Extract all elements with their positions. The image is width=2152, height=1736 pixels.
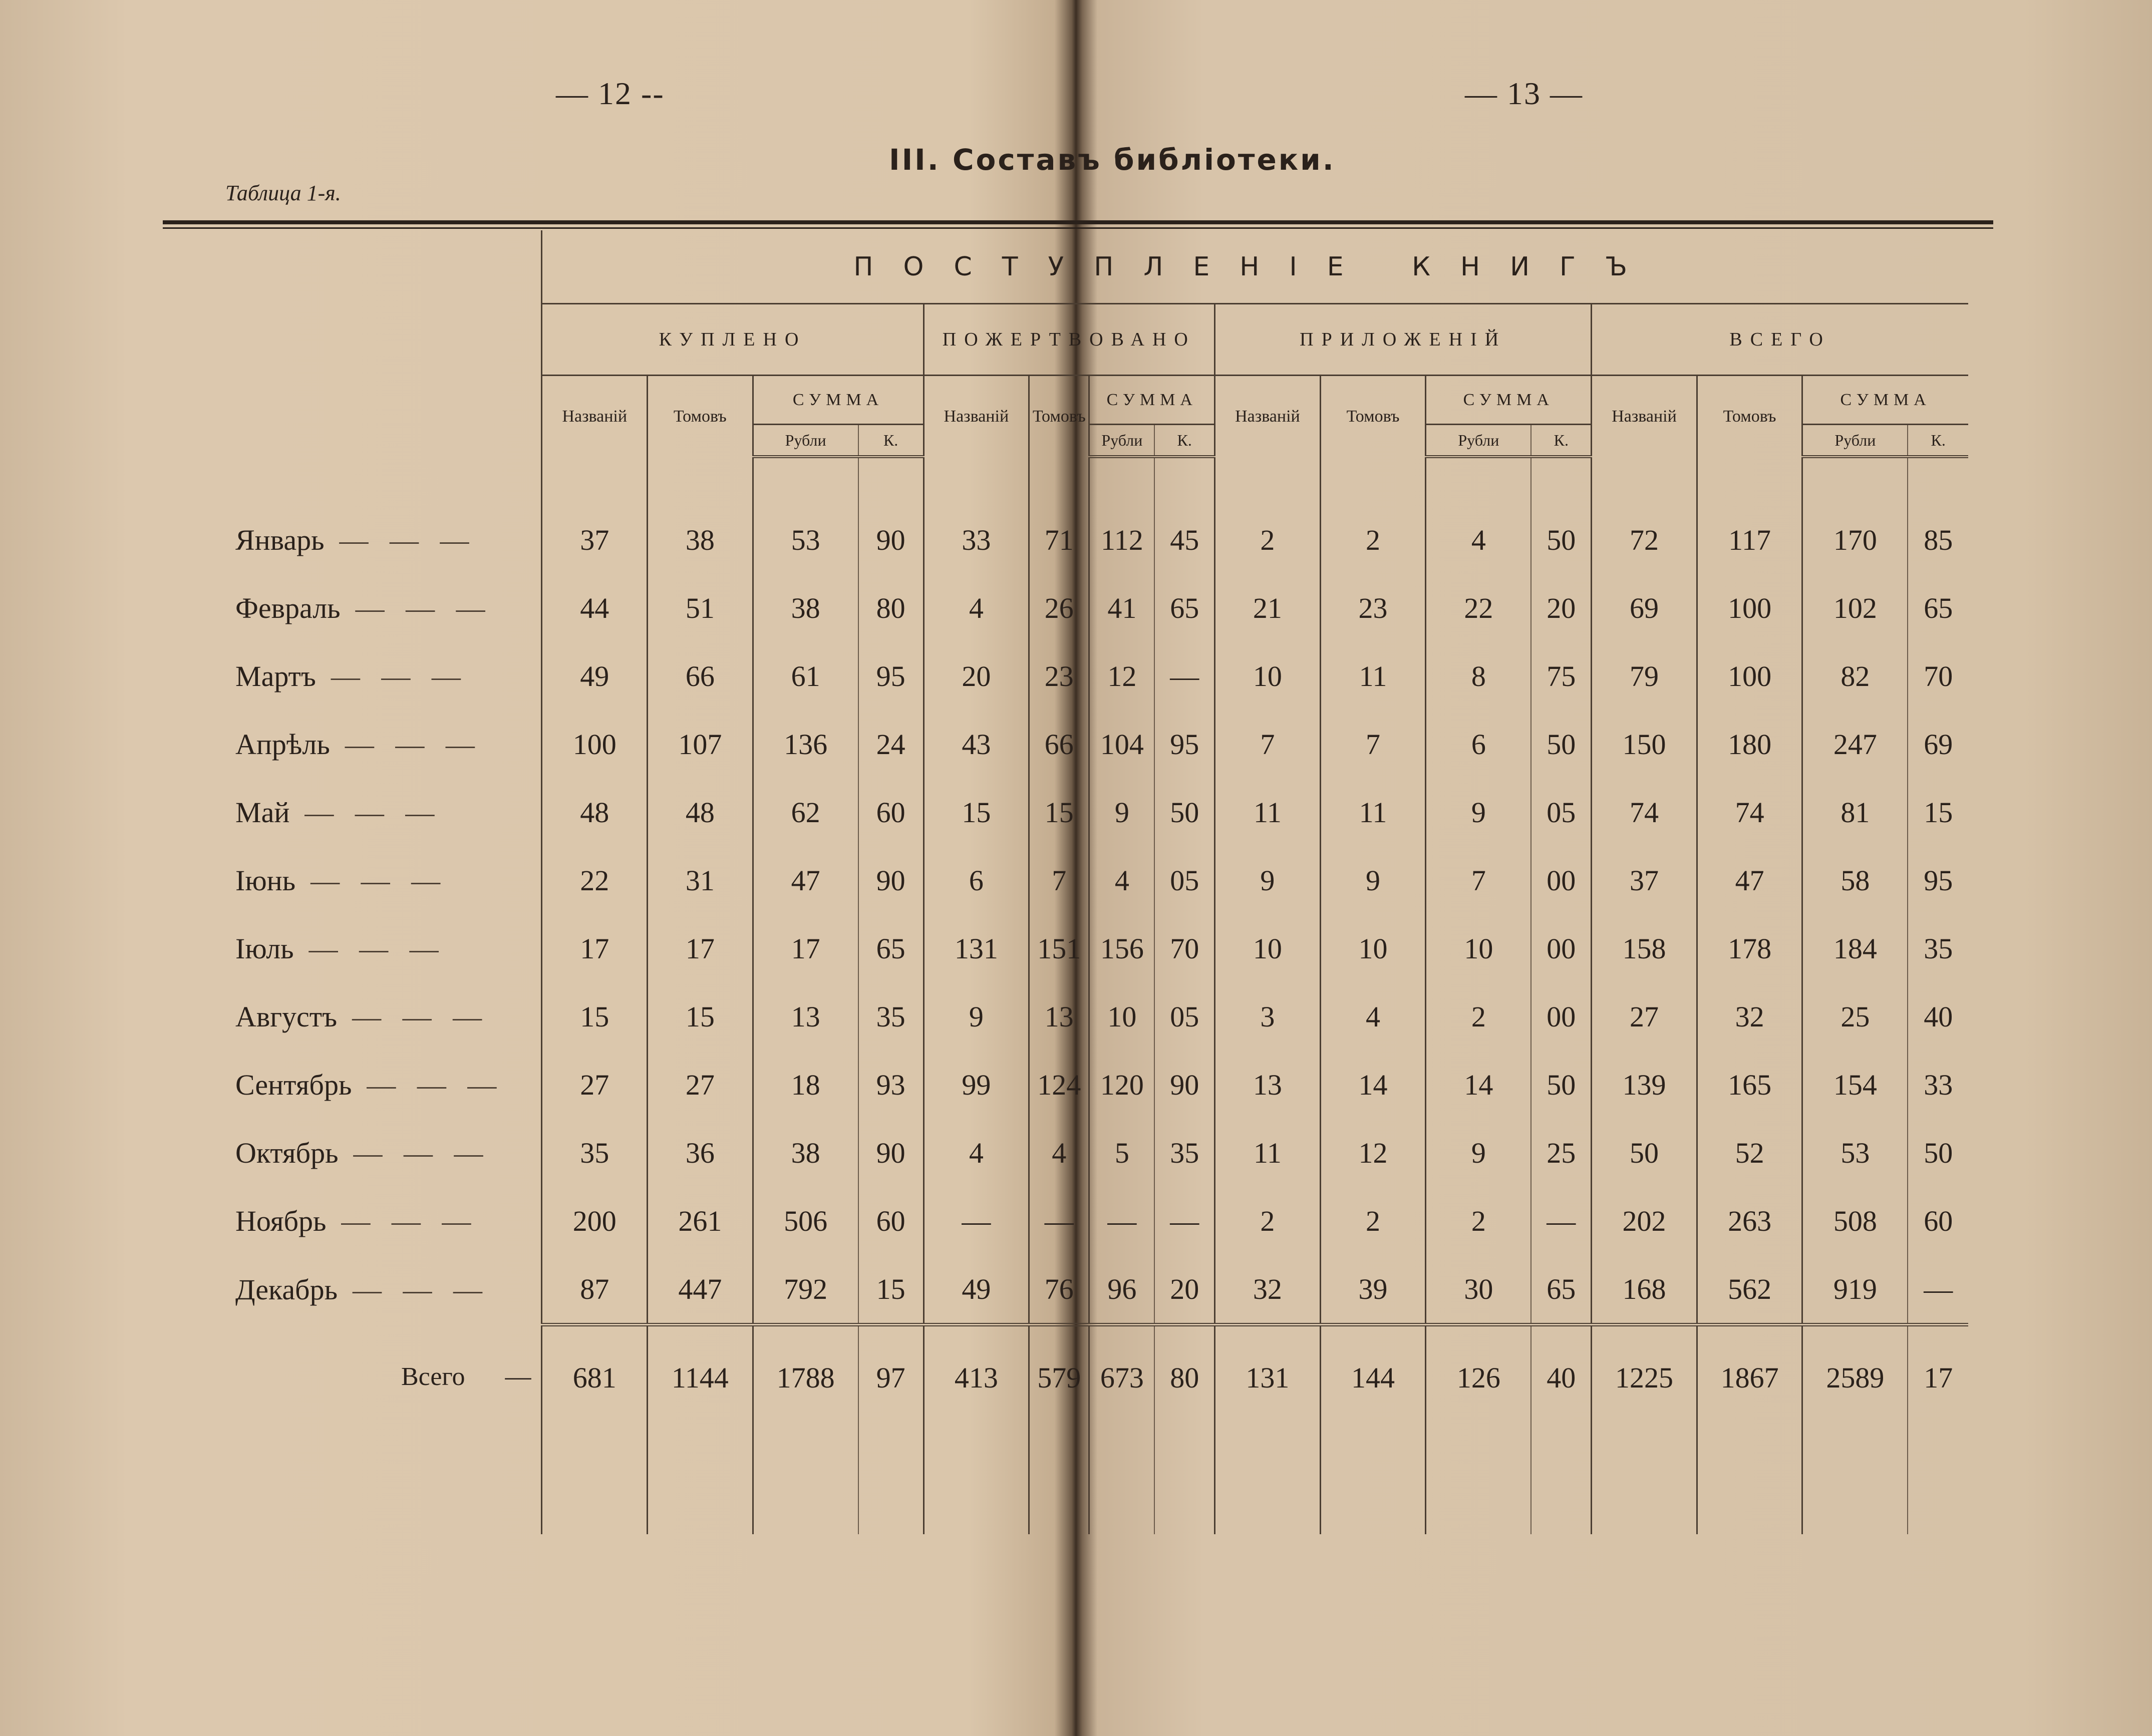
table-cell: 124 [1029, 1051, 1089, 1119]
total-cell: 126 [1426, 1325, 1531, 1430]
month-label: Сентябрь [235, 1068, 352, 1101]
table-cell: 05 [1154, 982, 1214, 1051]
table-cell: 95 [1154, 710, 1214, 778]
month-cell [190, 1119, 542, 1187]
table-cell: 75 [1531, 642, 1591, 710]
table-cell: 49 [924, 1255, 1029, 1325]
month-header-cell [190, 230, 542, 457]
table-cell: 11 [1320, 642, 1426, 710]
table-cell: 15 [542, 982, 648, 1051]
table-row [190, 710, 1968, 778]
table-cell: 62 [753, 778, 858, 846]
table-cell: 66 [1029, 710, 1089, 778]
table-cell: 32 [1697, 982, 1802, 1051]
table-cell: 70 [1908, 642, 1968, 710]
table-cell: 18 [753, 1051, 858, 1119]
table-cell: 14 [1426, 1051, 1531, 1119]
table-cell: 9 [1089, 778, 1154, 846]
table-cell: 12 [1089, 642, 1154, 710]
table-cell: 41 [1089, 574, 1154, 642]
table-row [190, 506, 1968, 574]
table-cell: 50 [1531, 506, 1591, 574]
table-cell: 5 [1089, 1119, 1154, 1187]
col-volumes: Томовъ [1029, 376, 1089, 457]
table-cell: 00 [1531, 982, 1591, 1051]
total-cell: 144 [1320, 1325, 1426, 1430]
table-cell: 48 [648, 778, 753, 846]
table-cell: 4 [1426, 506, 1531, 574]
table-cell: 2 [1320, 1187, 1426, 1255]
table-cell: 58 [1802, 846, 1908, 914]
table-cell: 93 [858, 1051, 924, 1119]
statistics-table-frame [163, 220, 1993, 1567]
total-cell: 80 [1154, 1325, 1214, 1430]
month-label: Іюль [235, 932, 294, 965]
table-cell: 61 [753, 642, 858, 710]
table-cell: 26 [1029, 574, 1089, 642]
col-sum: СУММА [753, 376, 924, 425]
col-kop: К. [858, 425, 924, 457]
table-cell: 112 [1089, 506, 1154, 574]
leader-dashes: — — — [304, 796, 442, 829]
table-cell: 87 [542, 1255, 648, 1325]
col-volumes: Томовъ [1697, 376, 1802, 457]
total-cell: 17 [1908, 1325, 1968, 1430]
table-cell: 90 [858, 846, 924, 914]
table-cell: 12 [1320, 1119, 1426, 1187]
table-cell: 50 [1908, 1119, 1968, 1187]
total-cell: 97 [858, 1325, 924, 1430]
table-cell: 72 [1592, 506, 1697, 574]
table-cell: 102 [1802, 574, 1908, 642]
table-cell: 69 [1908, 710, 1968, 778]
col-volumes: Томовъ [648, 376, 753, 457]
table-cell: 2 [1215, 506, 1321, 574]
table-caption: Таблица 1-я. [225, 181, 341, 205]
table-cell: 4 [1029, 1119, 1089, 1187]
month-cell [190, 778, 542, 846]
table-cell: 11 [1215, 778, 1321, 846]
table-cell: — [1089, 1187, 1154, 1255]
month-cell [190, 914, 542, 982]
total-cell: 131 [1215, 1325, 1321, 1430]
month-cell [190, 506, 542, 574]
month-cell [190, 982, 542, 1051]
table-cell: 95 [1908, 846, 1968, 914]
table-cell: 17 [542, 914, 648, 982]
total-dash: — [505, 1362, 531, 1392]
table-cell: 165 [1697, 1051, 1802, 1119]
table-cell: 4 [924, 574, 1029, 642]
table-cell: 65 [858, 914, 924, 982]
table-cell: 44 [542, 574, 648, 642]
table-cell: 151 [1029, 914, 1089, 982]
total-cell: 1225 [1592, 1325, 1697, 1430]
leader-dashes: — — — [353, 1273, 490, 1306]
table-cell: 2 [1320, 506, 1426, 574]
table-cell: 49 [542, 642, 648, 710]
table-cell: 184 [1802, 914, 1908, 982]
table-cell: 15 [1908, 778, 1968, 846]
total-cell: 1788 [753, 1325, 858, 1430]
month-label: Мартъ [235, 659, 316, 692]
table-cell: 48 [542, 778, 648, 846]
total-cell: 579 [1029, 1325, 1089, 1430]
table-cell: 15 [1029, 778, 1089, 846]
left-page-number: — 12 -- [556, 76, 665, 111]
table-cell: 69 [1592, 574, 1697, 642]
table-cell: 00 [1531, 846, 1591, 914]
table-cell: 33 [1908, 1051, 1968, 1119]
table-cell: 71 [1029, 506, 1089, 574]
table-cell: 10 [1426, 914, 1531, 982]
table-cell: 919 [1802, 1255, 1908, 1325]
table-cell: 13 [753, 982, 858, 1051]
table-cell: 24 [858, 710, 924, 778]
col-rubles: Рубли [753, 425, 858, 457]
table-cell: 22 [542, 846, 648, 914]
table-cell: 74 [1592, 778, 1697, 846]
table-cell: 35 [1154, 1119, 1214, 1187]
table-cell: 35 [858, 982, 924, 1051]
total-cell: 2589 [1802, 1325, 1908, 1430]
table-row [190, 1119, 1968, 1187]
table-cell: 45 [1154, 506, 1214, 574]
table-cell: 7 [1029, 846, 1089, 914]
table-cell: 170 [1802, 506, 1908, 574]
table-row [190, 1255, 1968, 1325]
table-cell: 95 [858, 642, 924, 710]
table-cell: 47 [1697, 846, 1802, 914]
table-cell: 202 [1592, 1187, 1697, 1255]
table-cell: 263 [1697, 1187, 1802, 1255]
table-bottom-space [190, 1429, 1968, 1534]
leader-dashes: — — — [311, 864, 448, 897]
table-cell: 506 [753, 1187, 858, 1255]
table-cell: 22 [1426, 574, 1531, 642]
table-cell: 13 [1029, 982, 1089, 1051]
table-cell: 65 [1154, 574, 1214, 642]
col-volumes: Томовъ [1320, 376, 1426, 457]
group-header-total: ВСЕГО [1592, 304, 1968, 376]
table-cell: 38 [753, 1119, 858, 1187]
table-cell: 100 [1697, 642, 1802, 710]
table-cell: 131 [924, 914, 1029, 982]
table-cell: 90 [1154, 1051, 1214, 1119]
leader-dashes: — — — [355, 591, 492, 624]
total-label-cell [190, 1325, 542, 1430]
table-cell: 120 [1089, 1051, 1154, 1119]
col-rubles: Рубли [1426, 425, 1531, 457]
table-row [190, 642, 1968, 710]
total-cell: 1867 [1697, 1325, 1802, 1430]
table-cell: 6 [924, 846, 1029, 914]
total-cell: 673 [1089, 1325, 1154, 1430]
total-label: Всего [401, 1362, 465, 1392]
table-cell: 10 [1089, 982, 1154, 1051]
month-label: Іюнь [235, 864, 296, 897]
table-cell: 180 [1697, 710, 1802, 778]
table-cell: 139 [1592, 1051, 1697, 1119]
leader-dashes: — — — [331, 659, 468, 692]
month-label: Ноябрь [235, 1204, 327, 1237]
leader-dashes: — — — [309, 932, 446, 965]
month-label: Августъ [235, 1000, 338, 1033]
table-cell: 9 [1320, 846, 1426, 914]
col-titles: Названій [1215, 376, 1321, 457]
leader-dashes: — — — [339, 523, 476, 556]
table-row [190, 1187, 1968, 1255]
table-cell: 79 [1592, 642, 1697, 710]
table-cell: 76 [1029, 1255, 1089, 1325]
table-cell: 4 [1320, 982, 1426, 1051]
table-cell: 7 [1215, 710, 1321, 778]
table-cell: 60 [1908, 1187, 1968, 1255]
table-cell: 9 [924, 982, 1029, 1051]
table-cell: 38 [753, 574, 858, 642]
month-cell [190, 846, 542, 914]
table-cell: 81 [1802, 778, 1908, 846]
month-cell [190, 1187, 542, 1255]
table-cell: 25 [1802, 982, 1908, 1051]
table-cell: 51 [648, 574, 753, 642]
table-cell: 27 [648, 1051, 753, 1119]
month-cell [190, 1255, 542, 1325]
main-header: ПОСТУПЛЕНІЕ КНИГЪ [542, 230, 1968, 304]
table-cell: 7 [1320, 710, 1426, 778]
table-cell: — [1029, 1187, 1089, 1255]
table-row [190, 914, 1968, 982]
month-label: Май [235, 796, 290, 829]
table-cell: 90 [858, 506, 924, 574]
leader-dashes: — — — [353, 1136, 490, 1169]
table-cell: 74 [1697, 778, 1802, 846]
table-cell: 17 [753, 914, 858, 982]
table-cell: 20 [1531, 574, 1591, 642]
table-cell: 52 [1697, 1119, 1802, 1187]
col-sum: СУММА [1802, 376, 1968, 425]
table-cell: 20 [924, 642, 1029, 710]
group-header-bought: КУПЛЕНО [542, 304, 924, 376]
table-cell: 05 [1154, 846, 1214, 914]
total-cell: 1144 [648, 1325, 753, 1430]
table-cell: 150 [1592, 710, 1697, 778]
table-cell: 8 [1426, 642, 1531, 710]
table-row [190, 778, 1968, 846]
leader-dashes: — — — [341, 1204, 478, 1237]
table-cell: 168 [1592, 1255, 1697, 1325]
table-cell: 100 [542, 710, 648, 778]
leader-dashes: — — — [352, 1000, 489, 1033]
table-cell: 50 [1531, 1051, 1591, 1119]
leader-dashes: — — — [367, 1068, 504, 1101]
table-cell: — [1154, 1187, 1214, 1255]
group-header-donated: ПОЖЕРТВОВАНО [924, 304, 1215, 376]
table-cell: 158 [1592, 914, 1697, 982]
table-cell: 17 [648, 914, 753, 982]
table-cell: 154 [1802, 1051, 1908, 1119]
table-cell: 80 [858, 574, 924, 642]
table-cell: 96 [1089, 1255, 1154, 1325]
table-body [190, 457, 1968, 1534]
col-kop: К. [1531, 425, 1591, 457]
table-cell: 20 [1154, 1255, 1214, 1325]
table-cell: — [924, 1187, 1029, 1255]
table-cell: 178 [1697, 914, 1802, 982]
table-cell: 4 [1089, 846, 1154, 914]
table-cell: 53 [753, 506, 858, 574]
table-cell: 85 [1908, 506, 1968, 574]
table-row [190, 1051, 1968, 1119]
table-cell: 9 [1215, 846, 1321, 914]
table-cell: 107 [648, 710, 753, 778]
table-cell: 33 [924, 506, 1029, 574]
table-cell: 261 [648, 1187, 753, 1255]
table-cell: 50 [1592, 1119, 1697, 1187]
col-titles: Названій [1592, 376, 1697, 457]
table-cell: 27 [542, 1051, 648, 1119]
table-row [190, 982, 1968, 1051]
table-cell: 9 [1426, 778, 1531, 846]
table-cell: 35 [542, 1119, 648, 1187]
col-rubles: Рубли [1089, 425, 1154, 457]
table-cell: 23 [1320, 574, 1426, 642]
table-cell: 50 [1154, 778, 1214, 846]
table-cell: 117 [1697, 506, 1802, 574]
table-cell: 39 [1320, 1255, 1426, 1325]
table-cell: 65 [1531, 1255, 1591, 1325]
table-cell: 11 [1320, 778, 1426, 846]
table-cell: 66 [648, 642, 753, 710]
col-titles: Названій [924, 376, 1029, 457]
table-cell: — [1531, 1187, 1591, 1255]
table-cell: 3 [1215, 982, 1321, 1051]
table-cell: 100 [1697, 574, 1802, 642]
table-cell: 2 [1426, 982, 1531, 1051]
header-spacer-row [190, 457, 1968, 506]
table-cell: 23 [1029, 642, 1089, 710]
table-cell: 10 [1320, 914, 1426, 982]
table-cell: 40 [1908, 982, 1968, 1051]
table-cell: 25 [1531, 1119, 1591, 1187]
total-cell: 413 [924, 1325, 1029, 1430]
table-cell: 13 [1215, 1051, 1321, 1119]
table-cell: 30 [1426, 1255, 1531, 1325]
table-top-rule-thin [163, 227, 1993, 229]
section-title: III. Составъ библіотеки. [889, 143, 1336, 177]
table-cell: — [1908, 1255, 1968, 1325]
table-cell: 447 [648, 1255, 753, 1325]
table-cell: 9 [1426, 1119, 1531, 1187]
col-kop: К. [1908, 425, 1968, 457]
month-label: Февраль [235, 591, 341, 624]
table-cell: 15 [648, 982, 753, 1051]
month-cell [190, 574, 542, 642]
table-cell: 50 [1531, 710, 1591, 778]
group-header-supplements: ПРИЛОЖЕНІЙ [1215, 304, 1592, 376]
month-cell [190, 642, 542, 710]
table-cell: 15 [924, 778, 1029, 846]
total-cell: 40 [1531, 1325, 1591, 1430]
table-cell: 104 [1089, 710, 1154, 778]
col-titles: Названій [542, 376, 648, 457]
table-cell: 21 [1215, 574, 1321, 642]
col-rubles: Рубли [1802, 425, 1908, 457]
col-sum: СУММА [1089, 376, 1215, 425]
table-cell: 90 [858, 1119, 924, 1187]
table-top-rule [163, 220, 1993, 224]
table-cell: 37 [1592, 846, 1697, 914]
table-cell: 43 [924, 710, 1029, 778]
table-cell: 32 [1215, 1255, 1321, 1325]
table-cell: 31 [648, 846, 753, 914]
table-cell: 792 [753, 1255, 858, 1325]
book-acquisition-table [190, 230, 1968, 1534]
table-cell: 36 [648, 1119, 753, 1187]
table-row [190, 574, 1968, 642]
table-cell: 247 [1802, 710, 1908, 778]
total-row [190, 1325, 1968, 1430]
month-label: Декабрь [235, 1273, 338, 1306]
month-cell [190, 710, 542, 778]
total-cell: 681 [542, 1325, 648, 1430]
table-cell: 4 [924, 1119, 1029, 1187]
table-cell: — [1154, 642, 1214, 710]
month-label: Апрѣль [235, 728, 330, 761]
month-cell [190, 1051, 542, 1119]
table-cell: 2 [1426, 1187, 1531, 1255]
table-cell: 05 [1531, 778, 1591, 846]
col-kop: К. [1154, 425, 1214, 457]
table-cell: 35 [1908, 914, 1968, 982]
table-cell: 2 [1215, 1187, 1321, 1255]
table-cell: 82 [1802, 642, 1908, 710]
month-label: Январь [235, 523, 325, 556]
table-cell: 47 [753, 846, 858, 914]
table-cell: 15 [858, 1255, 924, 1325]
table-cell: 27 [1592, 982, 1697, 1051]
table-cell: 136 [753, 710, 858, 778]
table-cell: 70 [1154, 914, 1214, 982]
table-cell: 11 [1215, 1119, 1321, 1187]
table-cell: 508 [1802, 1187, 1908, 1255]
table-cell: 37 [542, 506, 648, 574]
table-cell: 7 [1426, 846, 1531, 914]
table-cell: 6 [1426, 710, 1531, 778]
right-page-number: — 13 — [1465, 76, 1583, 111]
col-sum: СУММА [1426, 376, 1592, 425]
table-cell: 10 [1215, 642, 1321, 710]
month-label: Октябрь [235, 1136, 339, 1169]
table-cell: 14 [1320, 1051, 1426, 1119]
table-cell: 60 [858, 1187, 924, 1255]
table-cell: 10 [1215, 914, 1321, 982]
leader-dashes: — — — [345, 728, 482, 761]
table-cell: 156 [1089, 914, 1154, 982]
table-cell: 00 [1531, 914, 1591, 982]
table-row [190, 846, 1968, 914]
table-cell: 562 [1697, 1255, 1802, 1325]
table-cell: 200 [542, 1187, 648, 1255]
table-cell: 99 [924, 1051, 1029, 1119]
table-cell: 65 [1908, 574, 1968, 642]
table-cell: 53 [1802, 1119, 1908, 1187]
table-cell: 38 [648, 506, 753, 574]
table-cell: 60 [858, 778, 924, 846]
